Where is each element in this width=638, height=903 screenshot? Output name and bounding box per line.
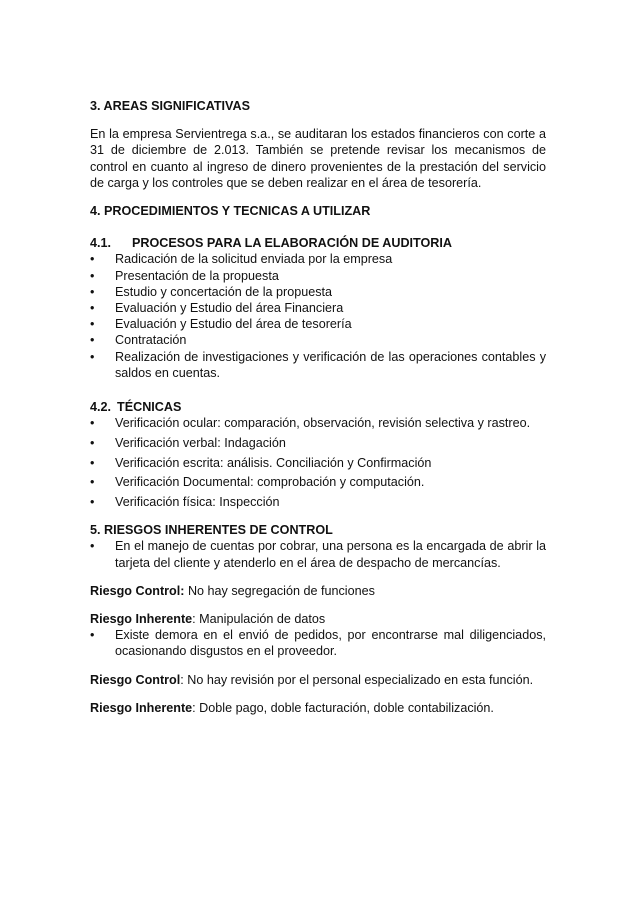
risk-inherent-label: Riesgo Inherente bbox=[90, 612, 193, 627]
risk-control-label: Riesgo Control: bbox=[90, 583, 185, 598]
document-body bbox=[90, 98, 546, 716]
bullet-icon: • bbox=[90, 301, 95, 316]
risk-2-control bbox=[90, 672, 546, 688]
risk-inherent-text: : Manipulación de datos bbox=[192, 612, 326, 627]
risk-control-label: Riesgo Control bbox=[90, 672, 181, 687]
risk-control-text: : No hay revisión por el personal especializado en esta función. bbox=[180, 672, 534, 687]
list-item: • Verificación física: Inspección bbox=[90, 495, 280, 510]
risk-inherent-label: Riesgo Inherente bbox=[90, 700, 193, 715]
tecnicas-list bbox=[90, 415, 546, 510]
list-item: • Evaluación y Estudio del área Financiera bbox=[90, 301, 344, 316]
bullet-icon: • bbox=[90, 284, 95, 299]
list-item: • Presentación de la propuesta bbox=[90, 268, 279, 283]
riesgos-list-1 bbox=[90, 538, 546, 570]
bullet-icon: • bbox=[90, 416, 95, 431]
list-item: • Verificación verbal: Indagación bbox=[90, 435, 286, 450]
bullet-icon: • bbox=[90, 252, 95, 267]
bullet-icon: • bbox=[90, 349, 95, 364]
section-4-heading: 4. PROCEDIMIENTOS Y TECNICAS A UTILIZAR bbox=[90, 204, 371, 219]
subsection-4-2-heading bbox=[90, 399, 546, 415]
subsection-number: 4.1. bbox=[90, 236, 112, 251]
bullet-icon: • bbox=[90, 539, 95, 554]
subsection-number: 4.2. bbox=[90, 400, 112, 415]
section-3-heading: 3. AREAS SIGNIFICATIVAS bbox=[90, 99, 251, 113]
list-item: • Realización de investigaciones y verificación de las operaciones contables y saldos en cuentas. bbox=[90, 349, 546, 380]
subsection-4-1-heading bbox=[90, 235, 546, 251]
bullet-icon: • bbox=[90, 495, 95, 510]
bullet-icon: • bbox=[90, 455, 95, 470]
risk-1-control bbox=[90, 583, 546, 599]
list-item: • Verificación ocular: comparación, observación, revisión selectiva y rastreo. bbox=[90, 416, 531, 431]
bullet-icon: • bbox=[90, 435, 95, 450]
risk-1-inherent bbox=[90, 611, 546, 627]
list-item: • Verificación Documental: comprobación y computación. bbox=[90, 475, 425, 490]
list-item: • Verificación escrita: análisis. Conciliación y Confirmación bbox=[90, 455, 432, 470]
bullet-icon: • bbox=[90, 333, 95, 348]
bullet-icon: • bbox=[90, 628, 95, 643]
bullet-icon: • bbox=[90, 317, 95, 332]
section-3-paragraph: En la empresa Servientrega s.a., se auditaran los estados financieros con corte a 31 de diciembre de 2.013. También se pretende revisar los mecanismos de control en cuanto al ingreso de dinero provenientes de la prestación del servicio de carga y los controles que se deben realizar en el área de tesorería. bbox=[90, 127, 546, 190]
list-item: • Existe demora en el envió de pedidos, por encontrarse mal diligenciados, ocasionando disgustos en el proveedor. bbox=[90, 628, 546, 659]
risk-2-inherent bbox=[90, 700, 546, 716]
risk-control-text: No hay segregación de funciones bbox=[184, 583, 375, 598]
list-item: • Contratación bbox=[90, 333, 187, 348]
list-item: • Estudio y concertación de la propuesta bbox=[90, 284, 333, 299]
list-item: • En el manejo de cuentas por cobrar, una persona es la encargada de abrir la tarjeta del cliente y atenderlo en el área de despacho de mercancías. bbox=[90, 539, 546, 570]
subsection-title: TÉCNICAS bbox=[117, 400, 182, 415]
bullet-icon: • bbox=[90, 268, 95, 283]
section-5-heading: 5. RIESGOS INHERENTES DE CONTROL bbox=[90, 523, 333, 538]
subsection-title: PROCESOS PARA LA ELABORACIÓN DE AUDITORIA bbox=[132, 236, 452, 251]
list-item: • Evaluación y Estudio del área de tesorería bbox=[90, 317, 352, 332]
risk-inherent-text: : Doble pago, doble facturación, doble contabilización. bbox=[192, 700, 494, 715]
riesgos-list-2 bbox=[90, 627, 546, 659]
procesos-list bbox=[90, 251, 546, 381]
list-item: • Radicación de la solicitud enviada por la empresa bbox=[90, 252, 393, 267]
bullet-icon: • bbox=[90, 475, 95, 490]
